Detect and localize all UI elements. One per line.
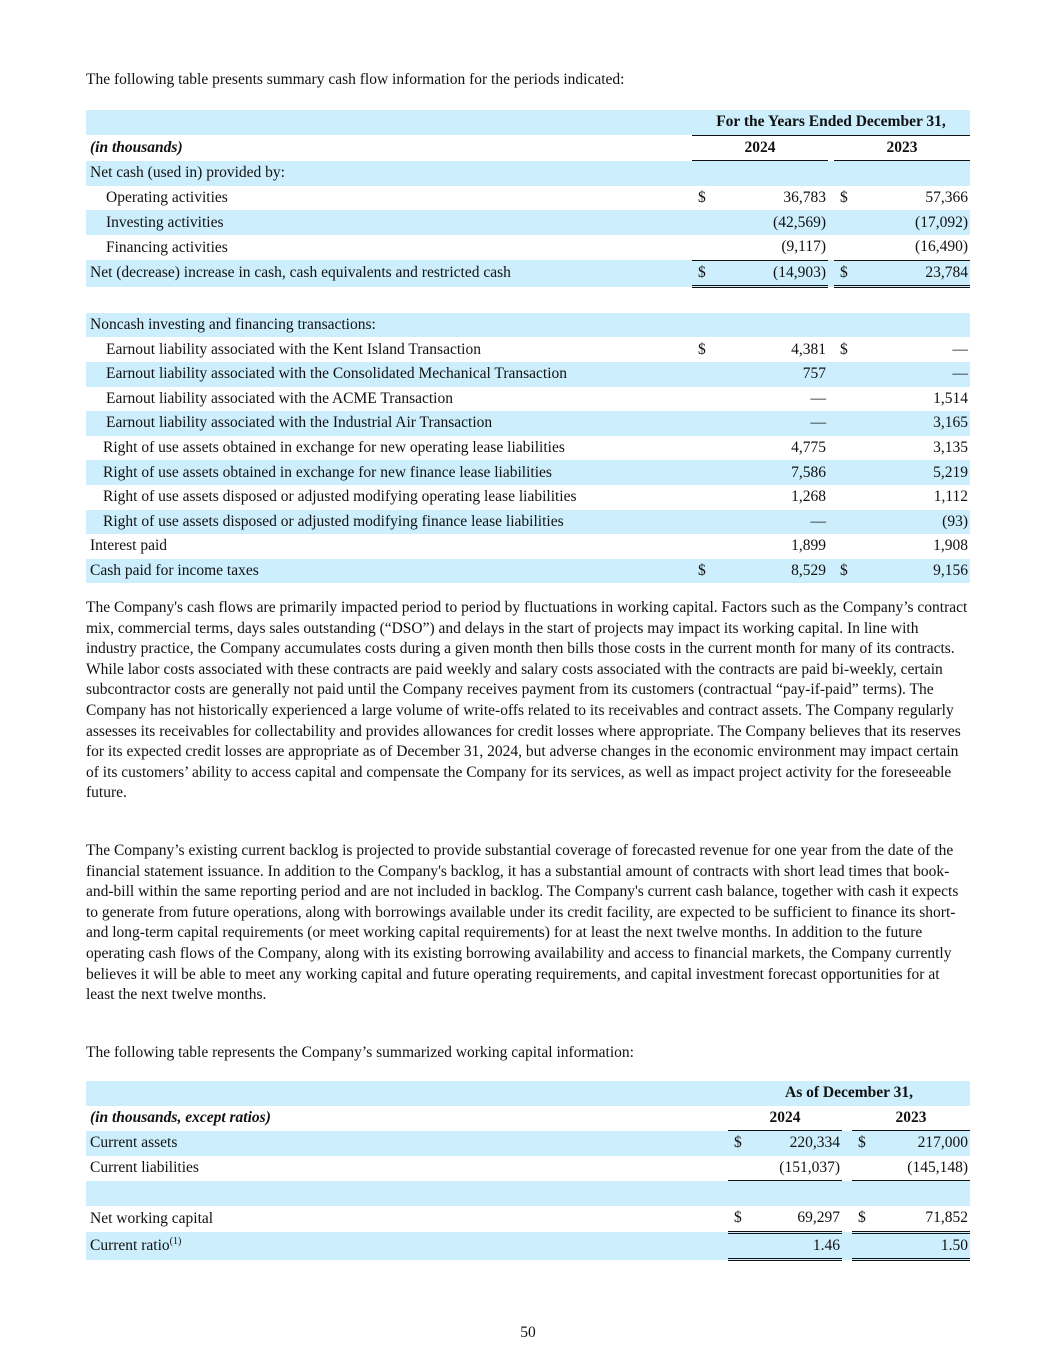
period-header: As of December 31, [728,1081,970,1106]
table-row: Right of use assets disposed or adjusted modifying operating lease liabilities 1,268 1,112 [103,488,968,506]
current-ratio-label: Current ratio$^{(1)}$ [86,1232,728,1260]
total-row: Net working capital $ 69,297 $ 71,852 [86,1206,970,1232]
total-row: Net (decrease) increase in cash, cash equivalents and restricted cash $ (14,903) $ 23,784 [86,260,970,287]
working-capital-paragraph: The Company's cash flows are primarily impacted period to period by fluctuations in working capital. Factors such as the Company’s contract mix, commercial terms, days sales outstanding (“DSO”) and delays in the start of projects may impact its working capital. In line with industry practice, the Company accumulates costs during a given month then bills those costs in the current month for many of its contracts. While labor costs associated with these contracts are paid weekly and salary costs associated with the contracts are paid bi-weekly, certain subcontractor costs are generally not paid until the Company receives payment from its customers (contractual “pay-if-paid” terms). The Company has not historically experienced a large volume of write-offs related to its receivables and contract assets. The Company regularly assesses its receivables for collectability and provides allowances for credit losses where appropriate. The Company believes that its reserves for its expected credit losses are appropriate as of December 31, 2024, but adverse changes in the economic environment may impact certain of its customers’ ability to access capital and compensate the Company for its services, as well as impact project activity for the foreseeable future. [86,599,968,802]
table-row: Right of use assets obtained in exchange for new operating lease liabilities 4,775 3,135 [103,439,968,457]
section-label: Net cash (used in) provided by: [86,161,692,186]
working-capital-table [86,1081,970,1261]
table-row: Current liabilities (151,037) (145,148) [86,1156,970,1181]
section-row [86,161,970,186]
working-capital-intro: The following table represents the Company’s summarized working capital information: [86,1044,634,1061]
unit-label: (in thousands) [90,138,183,156]
year-2023-header: 2023 [852,1106,970,1131]
backlog-paragraph: The Company’s existing current backlog is projected to provide substantial coverage of forecasted revenue for one year from the date of the financial statement issuance. In addition to the Company's backlog, it has a substantial amount of contracts with short lead times that book-and-bill within the same reporting period and are not included in backlog. The Company's current cash balance, together with cash it expects to generate from future operations, along with borrowings available under its credit facility, are expected to be sufficient to finance its short- and long-term capital requirements (or meet working capital requirements) for at least the next twelve months. In addition to the future operating cash flows of the Company, along with its existing borrowing availability and access to financial markets, the Company currently believes it will be able to meet any working capital and future operating requirements, and capital investment forecast opportunities for at least the next twelve months. [86,842,959,1004]
spacer-row [86,287,970,313]
table-row: Operating activities $ 36,783 $ 57,366 [106,189,968,207]
table-header-row [86,1081,970,1106]
table-row: Cash paid for income taxes $ 8,529 $ 9,156 [86,559,970,584]
footnote-marker: (1) [169,1236,182,1248]
table-row: Financing activities (9,117) (16,490) [86,235,970,260]
table-row: Right of use assets obtained in exchange for new finance lease liabilities 7,586 5,219 [86,460,970,485]
table-row: Right of use assets disposed or adjusted modifying finance lease liabilities — (93) [86,510,970,535]
cash-flow-intro: The following table presents summary cash flow information for the periods indicated: [86,71,625,88]
spacer-row [86,1181,970,1206]
table-header-row [86,135,970,161]
table-row: Earnout liability associated with the Industrial Air Transaction — 3,165 [86,411,970,436]
table-header-row [86,110,970,135]
table-row: Earnout liability associated with the Kent Island Transaction $ 4,381 $ — [106,340,968,358]
table-row: Current ratio$^{(1)}$ 1.46 1.50 [86,1232,970,1260]
period-header: For the Years Ended December 31, [692,110,970,135]
unit-label: (in thousands, except ratios) [90,1109,271,1127]
year-2024-header: 2024 [728,1106,842,1131]
table-row: Interest paid 1,899 1,908 [90,537,968,555]
table-row: Current assets $ 220,334 $ 217,000 [86,1131,970,1156]
cash-flow-table [86,110,970,583]
section-row [86,313,970,338]
table-row: Earnout liability associated with the ACME Transaction — 1,514 [106,389,968,407]
table-row: Earnout liability associated with the Consolidated Mechanical Transaction 757 — [86,362,970,387]
page-number: 50 [520,1324,536,1341]
table-row: Investing activities (42,569) (17,092) [86,210,970,235]
section-label: Noncash investing and financing transactions: [86,313,692,338]
year-2023-header: 2023 [834,135,970,161]
year-2024-header: 2024 [692,135,828,161]
table-header-row [86,1106,970,1131]
